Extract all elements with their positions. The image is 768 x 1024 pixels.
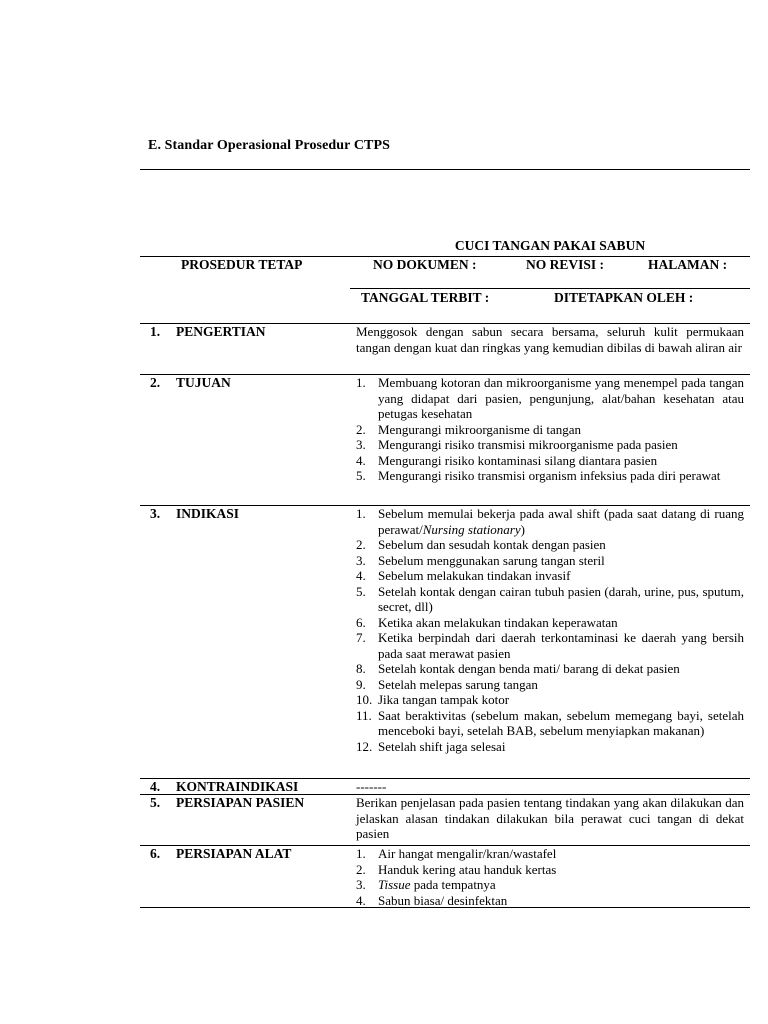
- section-title: KONTRAINDIKASI: [176, 779, 299, 794]
- list-item: 2. Mengurangi mikroorganisme di tangan: [356, 421, 582, 437]
- section-text: Berikan penjelasan pada pasien tentang tindakan yang akan dilakukan dan jelaskan alasan tindakan dilakukan bila perawat cuci tangan di dekat pasien: [356, 795, 744, 841]
- section-number: 4.: [150, 779, 161, 794]
- revision-number-label: NO REVISI :: [526, 257, 605, 272]
- list-item: 9. Setelah melepas sarung tangan: [356, 676, 538, 692]
- approved-by-label: DITETAPKAN OLEH :: [554, 290, 694, 305]
- table-bottom-border: [140, 907, 750, 908]
- header-divider-middle: [350, 288, 750, 289]
- list-item: 3. Tissue pada tempatnya: [356, 877, 496, 892]
- list-item: 11. Saat beraktivitas (sebelum makan, sebelum memegang bayi, setelah menceboki bayi, setelah BAB, sebelum menyiapkan makanan): [356, 707, 744, 738]
- document-heading: E. Standar Operasional Prosedur CTPS: [148, 138, 391, 153]
- section-text: -------: [356, 779, 387, 794]
- section-text: Menggosok dengan sabun secara bersama, seluruh kulit permukaan tangan dengan kuat dan ringkas yang kemudian dibilas di bawah aliran air: [356, 324, 744, 355]
- section-title: PENGERTIAN: [176, 324, 266, 339]
- list-item: 3. Mengurangi risiko transmisi mikroorganisme pada pasien: [356, 437, 678, 452]
- list-item: 5. Mengurangi risiko transmisi organism infeksius pada diri perawat: [356, 468, 721, 483]
- list-item: 10. Jika tangan tampak kotor: [356, 692, 510, 707]
- page-number-label: HALAMAN :: [648, 257, 728, 272]
- section-title: PERSIAPAN ALAT: [176, 846, 292, 861]
- procedure-title: CUCI TANGAN PAKAI SABUN: [454, 238, 646, 253]
- section-number: 1.: [150, 324, 161, 339]
- section-title: INDIKASI: [176, 506, 240, 521]
- document-number-label: NO DOKUMEN :: [373, 257, 477, 272]
- list-item: 1. Membuang kotoran dan mikroorganisme yang menempel pada tangan yang didapat dari pasien, pengunjung, alat/bahan kesehatan atau petugas kesehatan: [356, 375, 744, 421]
- list-item: 12. Setelah shift jaga selesai: [356, 738, 506, 754]
- section-list: [356, 506, 744, 754]
- list-item: 4. Mengurangi risiko kontaminasi silang diantara pasien: [356, 452, 658, 468]
- section-list: [356, 375, 744, 484]
- heading-divider: [140, 169, 750, 170]
- list-item: 1. Air hangat mengalir/kran/wastafel: [356, 846, 557, 861]
- italic-term: Tissue: [378, 877, 411, 892]
- list-item: 6. Ketika akan melakukan tindakan keperawatan: [356, 614, 618, 630]
- list-item: 7. Ketika berpindah dari daerah terkontaminasi ke daerah yang bersih pada saat merawat pasien: [356, 630, 744, 661]
- list-item: 5. Setelah kontak dengan cairan tubuh pasien (darah, urine, pus, sputum, secret, dll): [356, 583, 744, 614]
- list-item: 4. Sabun biasa/ desinfektan: [356, 892, 508, 908]
- section-list: [356, 846, 744, 908]
- list-item: 1. Sebelum memulai bekerja pada awal shift (pada saat datang di ruang perawat/Nursing stationary): [356, 506, 744, 537]
- list-item: 4. Sebelum melakukan tindakan invasif: [356, 568, 571, 583]
- section-number: 5.: [150, 795, 161, 810]
- issue-date-label: TANGGAL TERBIT :: [361, 290, 490, 305]
- section-title: PERSIAPAN PASIEN: [176, 795, 305, 810]
- list-item: 2. Handuk kering atau handuk kertas: [356, 861, 557, 877]
- list-item: 3. Sebelum menggunakan sarung tangan steril: [356, 552, 605, 568]
- section-title: TUJUAN: [176, 375, 231, 390]
- list-item: 8. Setelah kontak dengan benda mati/ barang di dekat pasien: [356, 661, 680, 676]
- section-number: 3.: [150, 506, 161, 521]
- section-number: 6.: [150, 846, 161, 861]
- section-number: 2.: [150, 375, 161, 390]
- italic-term: Nursing stationary: [422, 521, 521, 537]
- procedure-type-label: PROSEDUR TETAP: [181, 257, 303, 272]
- list-item: 2. Sebelum dan sesudah kontak dengan pasien: [356, 537, 606, 552]
